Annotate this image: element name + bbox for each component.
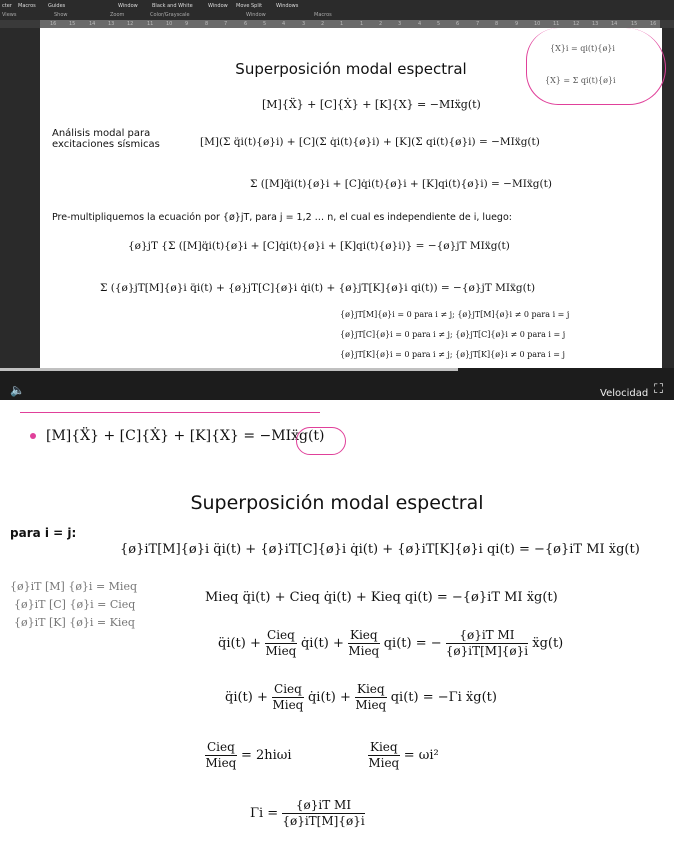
section-label: Análisis modal para excitaciones sísmicas	[52, 128, 160, 150]
fraction-denominator: {ø}iT[M]{ø}i	[282, 814, 365, 828]
participation-factor	[250, 798, 365, 829]
video-controls	[0, 368, 674, 400]
ribbon-item[interactable]: Windows	[276, 3, 299, 9]
fraction-denominator: Mieq	[272, 698, 304, 712]
ribbon-item[interactable]: Window	[208, 3, 228, 9]
fraction-numerator: {ø}iT MI	[446, 628, 528, 644]
pink-underline	[20, 412, 320, 413]
fraction-forcing	[446, 628, 528, 659]
fraction-numerator: Cieq	[274, 682, 302, 696]
ruler-number: 11	[553, 21, 560, 27]
case-label: para i = j:	[10, 526, 77, 540]
ribbon-group-label: Zoom	[110, 12, 125, 18]
orthogonality-k: {ø}jT[K]{ø}i = 0 para i ≠ j; {ø}jT[K]{ø}i ≠ 0 para i = j	[340, 350, 565, 359]
equation-term: ẍg(t)	[532, 636, 564, 651]
fraction-k-over-m	[355, 682, 387, 713]
ribbon-group-label: Color/Grayscale	[150, 12, 190, 18]
volume-icon[interactable]: 🔈	[10, 383, 25, 397]
fraction-numerator: {ø}iT MI	[282, 798, 364, 814]
ruler-number: 9	[185, 21, 189, 27]
notes-title: Superposición modal espectral	[190, 492, 484, 514]
ruler-number: 13	[592, 21, 599, 27]
equation-sum-expanded: [M](Σ q̈i(t){ø}i) + [C](Σ q̇i(t){ø}i) + [K](Σ qi(t){ø}i) = −MIẍg(t)	[200, 136, 540, 148]
ruler-number: 6	[244, 21, 248, 27]
ruler-number: 5	[437, 21, 441, 27]
equation-term: qi(t) = −	[383, 636, 442, 651]
orthogonality-m: {ø}jT[M]{ø}i = 0 para i ≠ j; {ø}jT[M]{ø}i ≠ 0 para i = j	[340, 310, 570, 319]
equation-gamma-form	[225, 682, 497, 713]
ruler-number: 8	[205, 21, 209, 27]
fraction-c-over-m	[265, 628, 297, 659]
black-and-white-button[interactable]: Black and White	[152, 3, 193, 9]
equation-normalized	[218, 628, 563, 659]
ruler-number: 14	[611, 21, 618, 27]
definition-damping: {ø}iT [C] {ø}i = Cieq	[14, 598, 136, 611]
ruler-number: 8	[495, 21, 499, 27]
equation-term: Γi =	[250, 806, 279, 821]
ribbon-group-label: Window	[246, 12, 266, 18]
speed-button[interactable]: Velocidad	[600, 388, 649, 399]
ratio-damping	[205, 740, 292, 771]
ribbon-group-label: Views	[2, 12, 17, 18]
equation-sum-combined: Σ ([M]q̈i(t){ø}i + [C]q̇i(t){ø}i + [K]qi(t){ø}i) = −MIẍg(t)	[250, 178, 552, 190]
ruler-number: 7	[476, 21, 480, 27]
equation-of-motion: [M]{Ẍ} + [C]{Ẋ} + [K]{X} = −MIẍg(t)	[46, 428, 325, 444]
premultiply-text: Pre-multipliquemos la ecuación por {ø}jT, para j = 1,2 … n, el cual es independiente de i, luego:	[52, 212, 512, 223]
ruler-number: 3	[398, 21, 402, 27]
fraction-numerator: Cieq	[207, 740, 235, 754]
slide-frame	[40, 28, 662, 368]
bullet-dot	[30, 433, 36, 439]
fraction-numerator: Cieq	[267, 628, 295, 642]
slide-title: Superposición modal espectral	[235, 60, 467, 78]
annotation-circle	[526, 28, 666, 105]
ribbon-item[interactable]: cter	[2, 3, 12, 9]
ruler-number: 5	[263, 21, 267, 27]
move-split-button[interactable]: Move Split	[236, 3, 263, 9]
equation-premultiplied-expanded: Σ ({ø}jT[M]{ø}i q̈i(t) + {ø}jT[C]{ø}i q̇i(t) + {ø}jT[K]{ø}i qi(t)) = −{ø}jT MIẍg(t)	[100, 282, 536, 294]
ruler-number: 2	[321, 21, 325, 27]
ruler-number: 11	[147, 21, 154, 27]
ruler-number: 4	[282, 21, 286, 27]
equation-equivalent: Mieq q̈i(t) + Cieq q̇i(t) + Kieq qi(t) = −{ø}iT MI ẍg(t)	[205, 590, 558, 605]
ruler-number: 15	[69, 21, 76, 27]
ruler	[0, 20, 674, 28]
ruler-number: 12	[127, 21, 134, 27]
app-ribbon	[0, 0, 674, 20]
video-player[interactable]	[0, 28, 674, 400]
equation-term: q̇i(t) +	[300, 636, 344, 651]
ruler-number: 15	[631, 21, 638, 27]
ribbon-item[interactable]: Macros	[18, 3, 36, 9]
ribbon-item[interactable]: Window	[118, 3, 138, 9]
ruler-track	[40, 20, 660, 28]
definition-stiffness: {ø}iT [K] {ø}i = Kieq	[14, 616, 135, 629]
definition-mass: {ø}iT [M] {ø}i = Mieq	[10, 580, 137, 593]
fraction-denominator: Mieq	[355, 698, 387, 712]
equation-of-motion: [M]{Ẍ} + [C]{Ẋ} + [K]{X} = −MIẍg(t)	[262, 98, 481, 111]
fraction-c-over-m	[272, 682, 304, 713]
ribbon-group-label: Macros	[314, 12, 332, 18]
equation-term: q̇i(t) +	[307, 690, 351, 705]
ruler-number: 10	[166, 21, 173, 27]
fraction-numerator: Kieq	[356, 682, 385, 696]
ruler-number: 12	[573, 21, 580, 27]
ruler-number: 7	[224, 21, 228, 27]
fraction-c-over-m	[205, 740, 237, 771]
guides-checkbox[interactable]: Guides	[48, 3, 66, 9]
equation-term: = 2hiωi	[240, 748, 292, 763]
fraction-numerator: Kieq	[370, 740, 398, 754]
ribbon-group-label: Show	[54, 12, 68, 18]
annotation-modal-displacement: {X}i = qi(t){ø}i	[550, 44, 615, 53]
equation-term: = ωi²	[403, 748, 439, 763]
ruler-number: 4	[418, 21, 422, 27]
ruler-number: 13	[108, 21, 115, 27]
fraction-denominator: Mieq	[265, 644, 297, 658]
annotation-circle	[296, 427, 346, 455]
fraction-k-over-m	[348, 628, 380, 659]
orthogonality-c: {ø}jT[C]{ø}i = 0 para i ≠ j; {ø}jT[C]{ø}i ≠ 0 para i = j	[340, 330, 566, 339]
equation-term: q̈i(t) +	[218, 636, 261, 651]
fraction-numerator: Kieq	[349, 628, 378, 642]
ruler-number: 9	[515, 21, 519, 27]
ruler-number: 14	[89, 21, 96, 27]
ruler-number: 16	[50, 21, 57, 27]
equation-modal: {ø}iT[M]{ø}i q̈i(t) + {ø}iT[C]{ø}i q̇i(t) + {ø}iT[K]{ø}i qi(t) = −{ø}iT MI ẍg(t)	[120, 542, 640, 557]
fraction-gamma	[282, 798, 364, 829]
fraction-denominator: {ø}iT[M]{ø}i	[445, 644, 529, 658]
progress-bar[interactable]	[0, 368, 458, 371]
ruler-number: 16	[650, 21, 657, 27]
ruler-number: 3	[302, 21, 306, 27]
ruler-number: 1	[360, 21, 364, 27]
notes-area	[0, 400, 674, 849]
fraction-k-over-m	[368, 740, 400, 771]
ruler-number: 2	[379, 21, 383, 27]
ruler-number: 10	[534, 21, 541, 27]
fraction-denominator: Mieq	[368, 756, 400, 770]
ratio-stiffness	[368, 740, 439, 771]
ruler-number: 6	[456, 21, 460, 27]
equation-premultiplied: {ø}jT {Σ ([M]q̈i(t){ø}i + [C]q̇i(t){ø}i + [K]qi(t){ø}i)} = −{ø}jT MIẍg(t)	[128, 240, 510, 252]
fraction-denominator: Mieq	[348, 644, 380, 658]
annotation-total-displacement: {X} = Σ qi(t){ø}i	[545, 76, 616, 85]
fullscreen-icon[interactable]: ⛶	[654, 382, 664, 397]
equation-term: q̈i(t) +	[225, 690, 268, 705]
fraction-denominator: Mieq	[205, 756, 237, 770]
ruler-number: 1	[340, 21, 344, 27]
equation-term: qi(t) = −Γi ẍg(t)	[390, 690, 497, 705]
